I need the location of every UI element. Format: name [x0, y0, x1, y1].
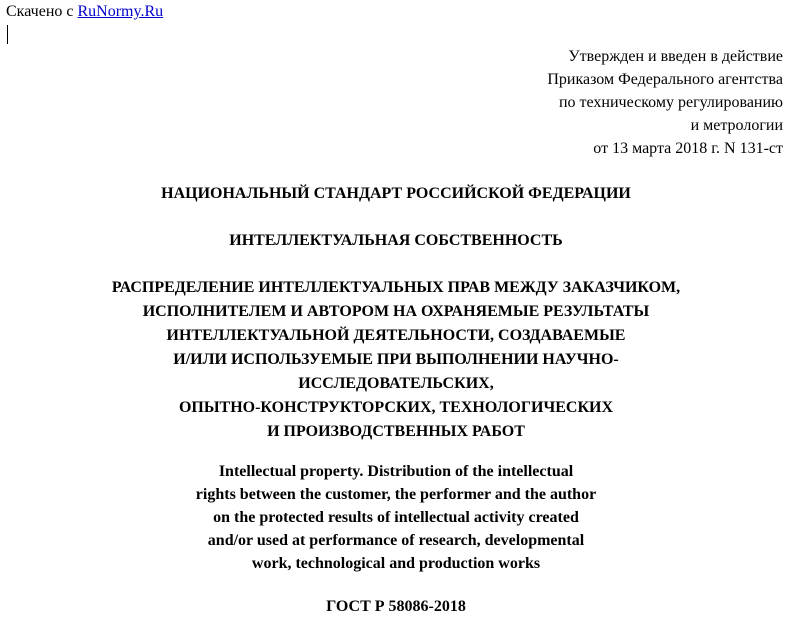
approval-line: Утвержден и введен в действие — [568, 48, 783, 65]
english-title — [0, 460, 792, 575]
main-title-line: РАСПРЕДЕЛЕНИЕ ИНТЕЛЛЕКТУАЛЬНЫХ ПРАВ МЕЖДУ ЗАКАЗЧИКОМ, — [111, 279, 681, 296]
main-title-line: И/ИЛИ ИСПОЛЬЗУЕМЫЕ ПРИ ВЫПОЛНЕНИИ НАУЧНО- — [173, 351, 619, 368]
approval-line: по техническому регулированию — [558, 94, 783, 111]
approval-line: от 13 марта 2018 г. N 131-ст — [593, 140, 783, 157]
main-title — [0, 276, 792, 444]
main-title-line: ОПЫТНО-КОНСТРУКТОРСКИХ, ТЕХНОЛОГИЧЕСКИХ — [178, 399, 614, 416]
english-title-line: Intellectual property. Distribution of the intellectual — [218, 463, 574, 480]
approval-line: Приказом Федерального агентства — [547, 71, 783, 88]
english-title-line: on the protected results of intellectual activity created — [213, 509, 579, 526]
source-prefix: Скачено с — [6, 3, 78, 20]
standard-title: НАЦИОНАЛЬНЫЙ СТАНДАРТ РОССИЙСКОЙ ФЕДЕРАЦИИ — [161, 185, 631, 202]
source-line — [6, 2, 163, 22]
english-title-line: rights between the customer, the performer and the author — [195, 486, 597, 503]
approval-block — [547, 45, 783, 160]
english-title-line: work, technological and production works — [251, 555, 541, 572]
approval-line: и метрологии — [690, 117, 783, 134]
main-title-line: ИССЛЕДОВАТЕЛЬСКИХ, — [298, 375, 494, 392]
english-title-line: and/or used at performance of research, developmental — [207, 532, 585, 549]
runormy-link[interactable]: RuNormy.Ru — [77, 3, 164, 20]
topic-heading: ИНТЕЛЛЕКТУАЛЬНАЯ СОБСТВЕННОСТЬ — [229, 232, 563, 249]
main-title-line: ИСПОЛНИТЕЛЕМ И АВТОРОМ НА ОХРАНЯЕМЫЕ РЕЗУЛЬТАТЫ — [142, 303, 650, 320]
text-cursor — [7, 25, 8, 44]
gost-number: ГОСТ Р 58086-2018 — [326, 598, 466, 615]
main-title-line: ИНТЕЛЛЕКТУАЛЬНОЙ ДЕЯТЕЛЬНОСТИ, СОЗДАВАЕМЫЕ — [166, 327, 626, 344]
main-title-line: И ПРОИЗВОДСТВЕННЫХ РАБОТ — [267, 423, 525, 440]
